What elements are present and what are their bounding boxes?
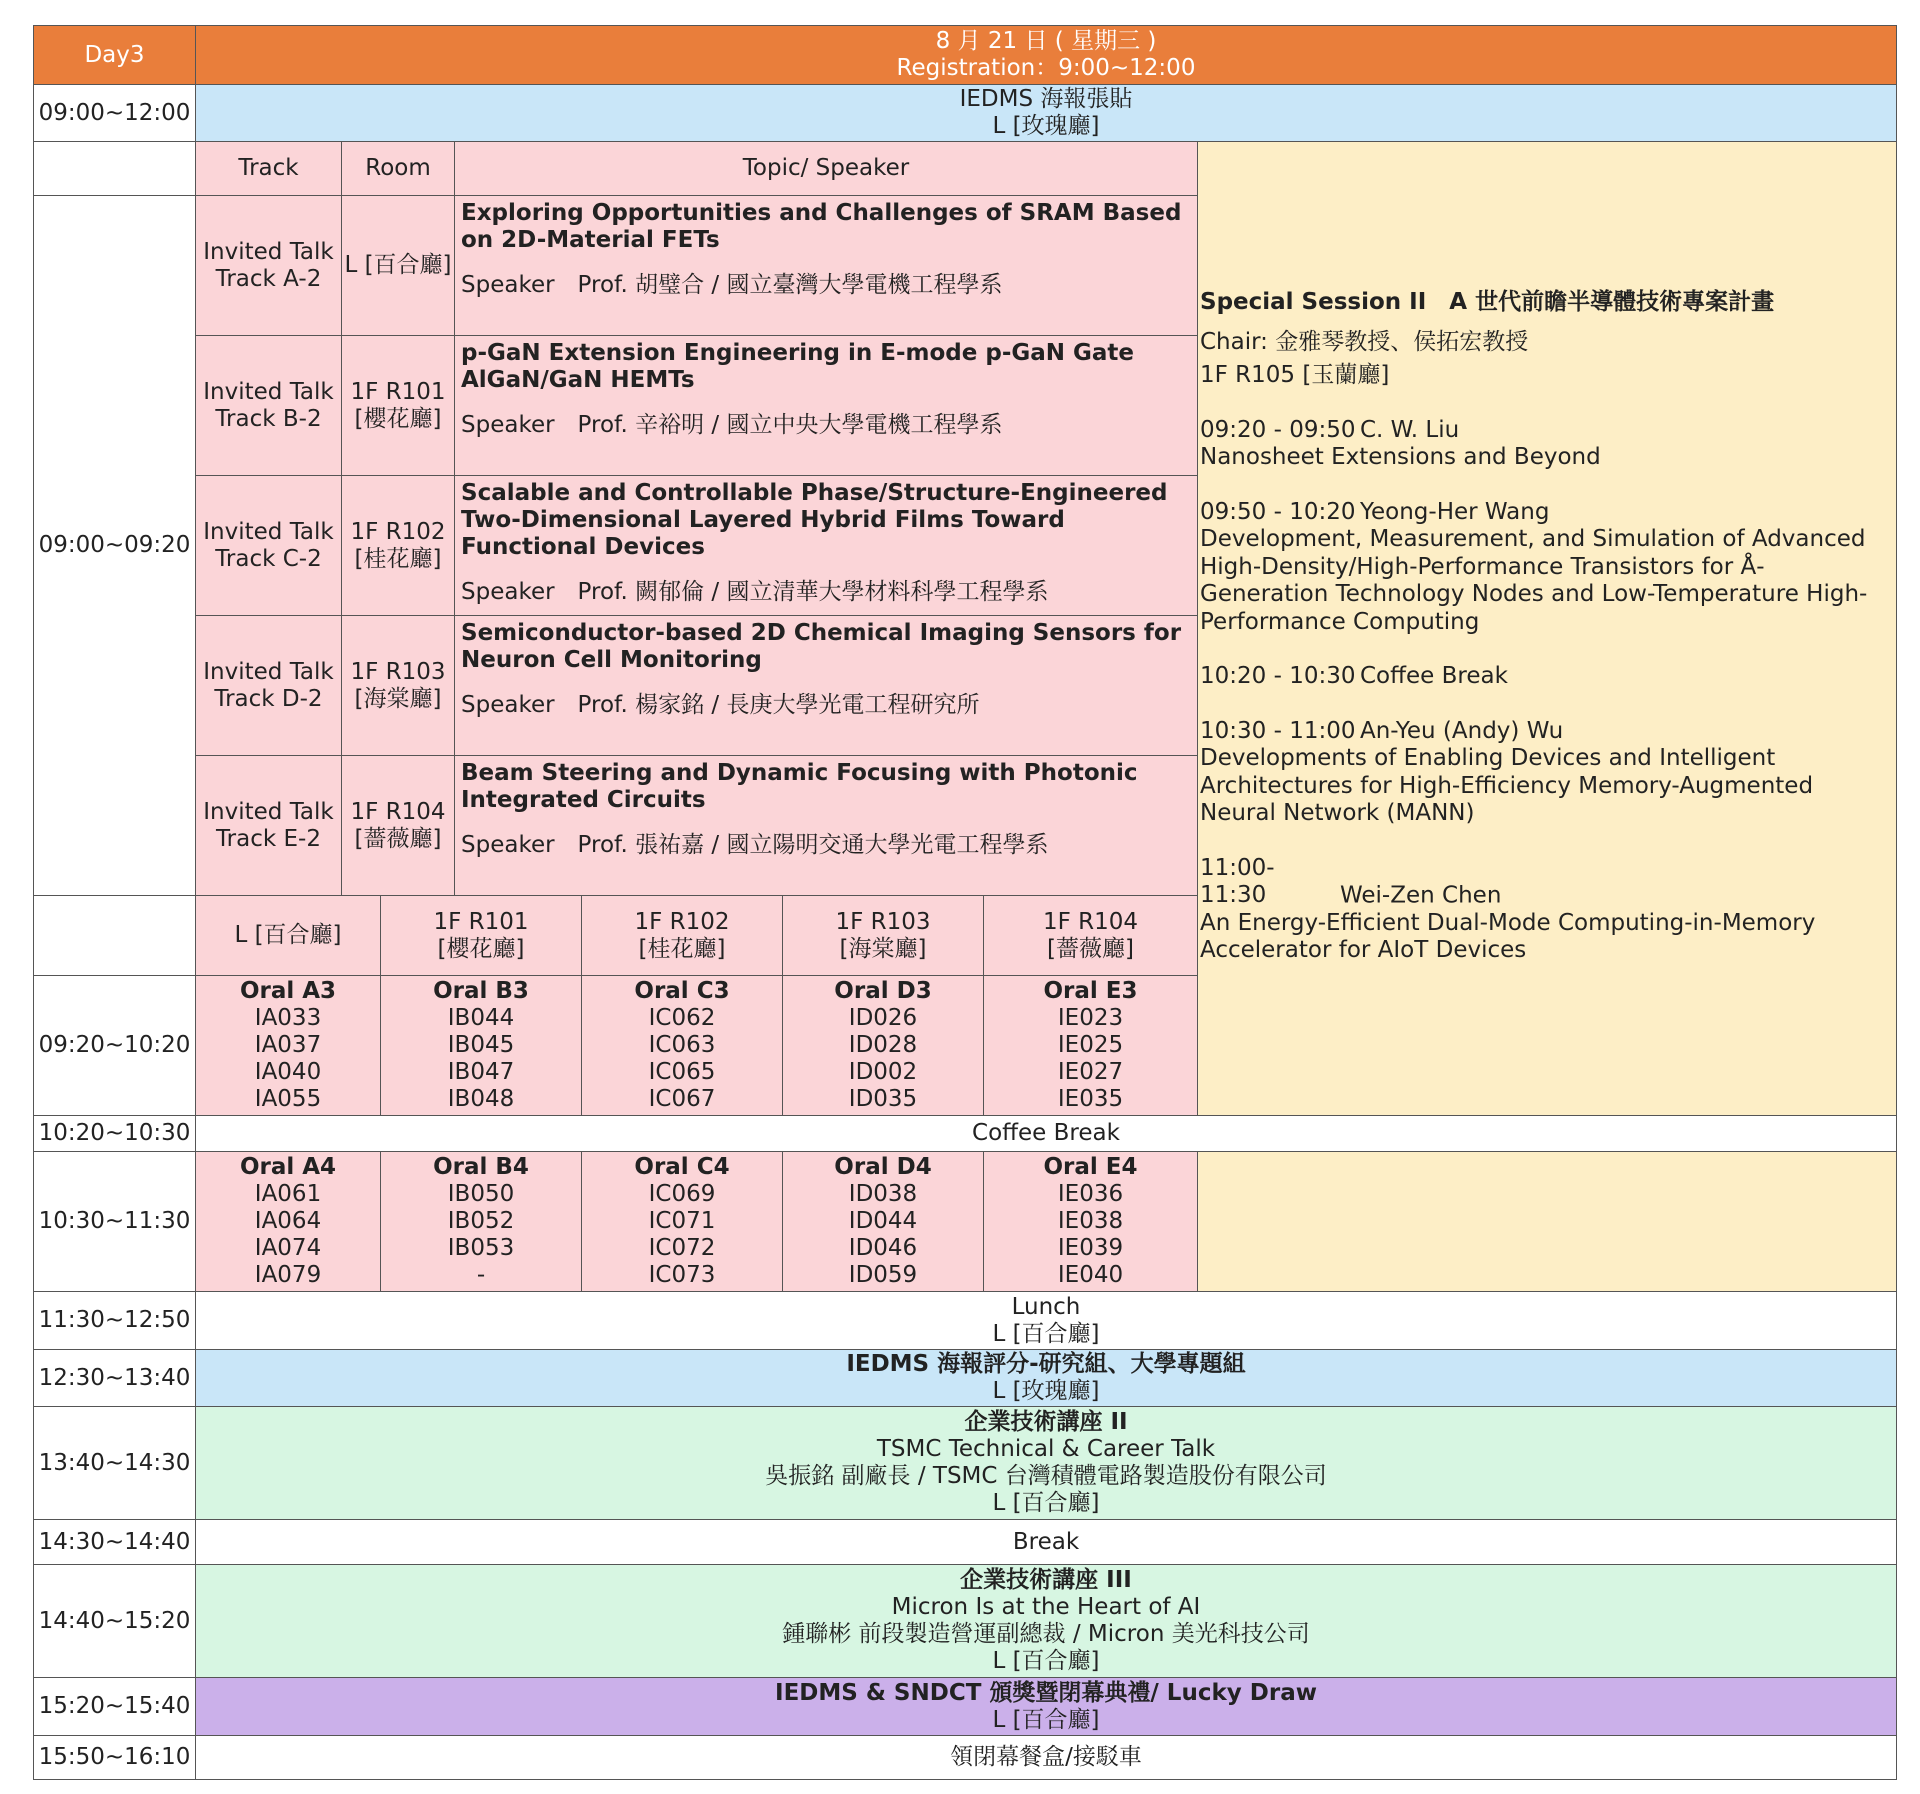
oral-room-line-2: [櫻花廳] [437, 935, 525, 962]
oral-session-b3 [380, 975, 582, 1116]
room-line-2: [桂花廳] [354, 545, 442, 572]
invited-track-b [195, 335, 342, 476]
time-coffee-break [33, 1115, 196, 1152]
empty-time-cell [33, 141, 196, 196]
time-poster-judging [33, 1349, 196, 1407]
oral-room-e [983, 895, 1198, 976]
invited-topic-c [454, 475, 1198, 616]
time-text: 10:30~11:30 [38, 1208, 191, 1234]
oral-session-name: Oral C4 [634, 1154, 730, 1180]
oral-session-a3 [195, 975, 381, 1116]
oral-session-c3 [581, 975, 783, 1116]
paper-id: IB044 [447, 1005, 515, 1031]
special-talk-speaker: Wei-Zen Chen [1340, 882, 1502, 908]
closing-ceremony [195, 1677, 1897, 1736]
oral-session-a4 [195, 1151, 381, 1292]
time-text: 11:30~12:50 [38, 1307, 191, 1333]
time-text: 14:30~14:40 [38, 1528, 191, 1555]
paper-id: IC073 [648, 1262, 716, 1288]
talk-title: Beam Steering and Dynamic Focusing with Photonic Integrated Circuits [461, 760, 1138, 813]
invited-topic-d [454, 615, 1198, 756]
time-industry-talk-3 [33, 1564, 196, 1678]
oral-room-line-2: [薔薇廳] [1047, 935, 1134, 962]
oral-session-name: Oral E4 [1043, 1154, 1138, 1180]
track-line-2: Track A-2 [215, 265, 322, 292]
room-line-1: 1F R101 [350, 378, 446, 405]
paper-id: ID002 [848, 1059, 918, 1085]
paper-id: IC067 [648, 1086, 716, 1112]
paper-id: IC069 [648, 1181, 716, 1207]
oral-room-line-1: L [百合廳] [234, 922, 342, 948]
room-line-2: [薔薇廳] [354, 825, 442, 852]
invited-track-a [195, 195, 342, 336]
oral-room-line-2: [桂花廳] [638, 935, 726, 962]
topic-header [454, 141, 1198, 196]
industry-talk-2 [195, 1406, 1897, 1520]
special-talk-title: An Energy-Efficient Dual-Mode Computing-in-Memory Accelerator for AIoT Devices [1200, 909, 1816, 963]
industry-talk-title: 企業技術講座 III [960, 1567, 1132, 1593]
room-line-2: [海棠廳] [354, 685, 442, 712]
oral-room-c [581, 895, 783, 976]
room-line-1: 1F R104 [350, 798, 446, 825]
paper-id: IA040 [254, 1059, 322, 1085]
time-text: 10:20~10:30 [38, 1120, 191, 1146]
oral-session-name: Oral D3 [834, 978, 932, 1004]
invited-room-e [341, 755, 455, 896]
special-talk-time: 10:20 - 10:30 [1200, 663, 1356, 689]
track-line-2: Track E-2 [216, 825, 321, 852]
oral-session-d4 [782, 1151, 984, 1292]
oral-room-line-1: 1F R101 [433, 908, 529, 935]
room-line-1: L [百合廳] [344, 252, 452, 278]
time-lunch [33, 1291, 196, 1350]
shuttle [195, 1735, 1897, 1780]
time-text: 12:30~13:40 [38, 1364, 191, 1391]
oral-session-name: Oral C3 [634, 978, 730, 1004]
oral-session-name: Oral B4 [433, 1154, 529, 1180]
invited-topic-a [454, 195, 1198, 336]
invited-topic-b [454, 335, 1198, 476]
paper-id: ID038 [848, 1181, 918, 1207]
room-header [341, 141, 455, 196]
empty-time-cell [33, 895, 196, 976]
closing-label: IEDMS & SNDCT 頒獎暨閉幕典禮/ Lucky Draw [775, 1679, 1317, 1706]
paper-id: IB047 [447, 1059, 515, 1085]
special-talk-5-head [1200, 855, 1501, 910]
special-talk-2-head [1200, 499, 1549, 527]
time-shuttle [33, 1735, 196, 1780]
time-oral-session-2 [33, 1151, 196, 1292]
time-text: 09:20~10:20 [38, 1032, 191, 1058]
oral-session-e3 [983, 975, 1198, 1116]
invited-room-c [341, 475, 455, 616]
talk-title: Exploring Opportunities and Challenges of SRAM Based on 2D-Material FETs [461, 200, 1182, 253]
time-closing [33, 1677, 196, 1736]
poster-judging-label: IEDMS 海報評分-研究組、大學專題組 [846, 1351, 1246, 1377]
track-line-1: Invited Talk [203, 238, 334, 265]
oral-session-name: Oral E3 [1043, 978, 1138, 1004]
track-line-1: Invited Talk [203, 658, 334, 685]
talk-title: Semiconductor-based 2D Chemical Imaging Sensors for Neuron Cell Monitoring [461, 620, 1182, 673]
paper-id: IE035 [1057, 1086, 1124, 1112]
time-text: 09:00~09:20 [38, 532, 191, 558]
time-break [33, 1519, 196, 1565]
special-session-chair: Chair: 金雅琴教授、侯拓宏教授 [1200, 328, 1529, 355]
topic-header-text: Topic/ Speaker [742, 155, 910, 181]
paper-id: IC065 [648, 1059, 716, 1085]
oral-session-c4 [581, 1151, 783, 1292]
invited-room-a [341, 195, 455, 336]
invited-room-b [341, 335, 455, 476]
paper-id: IA033 [254, 1005, 322, 1031]
time-oral-session-1 [33, 975, 196, 1116]
oral-session-e4 [983, 1151, 1198, 1292]
shuttle-label: 領閉幕餐盒/接駁車 [950, 1744, 1142, 1770]
special-talk-speaker: C. W. Liu [1360, 416, 1460, 443]
oral-room-line-2: [海棠廳] [839, 935, 927, 962]
paper-id: ID026 [848, 1005, 918, 1031]
paper-id: IE023 [1057, 1005, 1124, 1031]
paper-id: IA037 [254, 1032, 322, 1058]
oral-session-d3 [782, 975, 984, 1116]
paper-id: IA064 [254, 1208, 322, 1234]
special-talk-speaker: Yeong-Her Wang [1360, 498, 1550, 525]
break [195, 1519, 1897, 1565]
talk-speaker: Speaker Prof. 張祐嘉 / 國立陽明交通大學光電工程學系 [461, 832, 1049, 858]
paper-id: IE040 [1057, 1262, 1124, 1288]
special-session-room: 1F R105 [玉蘭廳] [1200, 362, 1390, 388]
coffee-break [195, 1115, 1897, 1152]
talk-speaker: Speaker Prof. 楊家銘 / 長庚大學光電工程研究所 [461, 692, 980, 718]
lunch-label: Lunch [1011, 1293, 1081, 1320]
special-talk-3-head [1200, 663, 1508, 691]
paper-id: IC072 [648, 1235, 716, 1261]
invited-track-d [195, 615, 342, 756]
special-talk-1-head [1200, 417, 1459, 445]
paper-id: ID059 [848, 1262, 918, 1288]
oral-room-b [380, 895, 582, 976]
day-text: Day3 [84, 41, 145, 68]
oral-session-b4 [380, 1151, 582, 1292]
track-header [195, 141, 342, 196]
special-session-title: Special Session II A 世代前瞻半導體技術專案計畫 [1200, 289, 1775, 315]
industry-talk-room: L [百合廳] [992, 1648, 1100, 1674]
poster-posting [195, 84, 1897, 142]
paper-id: IE038 [1057, 1208, 1124, 1234]
industry-talk-title: 企業技術講座 II [964, 1409, 1128, 1435]
paper-id: IA074 [254, 1235, 322, 1261]
track-line-1: Invited Talk [203, 518, 334, 545]
invited-track-c [195, 475, 342, 616]
oral-session-name: Oral A4 [239, 1154, 337, 1180]
industry-talk-subtitle: TSMC Technical & Career Talk [876, 1436, 1216, 1462]
oral-session-name: Oral A3 [239, 978, 337, 1004]
room-header-text: Room [365, 155, 431, 181]
paper-id: IE036 [1057, 1181, 1124, 1207]
talk-speaker: Speaker Prof. 胡璧合 / 國立臺灣大學電機工程學系 [461, 272, 1003, 298]
paper-id: IB050 [447, 1181, 515, 1207]
paper-id: IB045 [447, 1032, 515, 1058]
coffee-break-label: Coffee Break [972, 1120, 1120, 1146]
special-talk-speaker: Coffee Break [1360, 663, 1508, 689]
special-talk-title: Development, Measurement, and Simulation of Advanced High-Density/High-Performance Transistors for Å-Generation Technology Nodes and Low-Temperature High-Performance Computing [1200, 526, 1868, 635]
lunch-room: L [百合廳] [992, 1320, 1100, 1347]
paper-id: IE039 [1057, 1235, 1124, 1261]
track-line-2: Track D-2 [214, 685, 323, 712]
poster-posting-title: IEDMS 海報張貼 [959, 86, 1133, 112]
oral-session-name: Oral B3 [433, 978, 529, 1004]
track-line-1: Invited Talk [203, 378, 334, 405]
oral-room-d [782, 895, 984, 976]
time-industry-talk-2 [33, 1406, 196, 1520]
special-talk-4-head [1200, 718, 1563, 746]
day-label [33, 25, 196, 85]
special-talk-time: 09:50 - 10:20 [1200, 498, 1356, 525]
talk-title: Scalable and Controllable Phase/Structure-Engineered Two-Dimensional Layered Hybrid Films Toward Functional Devices [461, 480, 1168, 560]
industry-talk-speaker: 鍾聯彬 前段製造營運副總裁 / Micron 美光科技公司 [782, 1621, 1310, 1647]
registration-text: Registration：9:00~12:00 [896, 55, 1196, 81]
paper-id: IA061 [254, 1181, 322, 1207]
special-talk-time: 09:20 - 09:50 [1200, 416, 1356, 443]
room-line-1: 1F R102 [350, 518, 446, 545]
talk-speaker: Speaker Prof. 闕郁倫 / 國立清華大學材料科學工程學系 [461, 579, 1049, 605]
invited-topic-e [454, 755, 1198, 896]
paper-id: IC063 [648, 1032, 716, 1058]
special-talk-time: 10:30 - 11:00 [1200, 717, 1356, 744]
poster-judging-room: L [玫瑰廳] [992, 1378, 1100, 1404]
break-label: Break [1012, 1528, 1080, 1555]
talk-title: p-GaN Extension Engineering in E-mode p-GaN Gate AlGaN/GaN HEMTs [461, 340, 1135, 393]
lunch [195, 1291, 1897, 1350]
talk-speaker: Speaker Prof. 辛裕明 / 國立中央大學電機工程學系 [461, 412, 1003, 438]
track-line-2: Track B-2 [215, 405, 322, 432]
paper-id: - [476, 1262, 486, 1288]
paper-id: IB048 [447, 1086, 515, 1112]
paper-id: IB053 [447, 1235, 515, 1261]
track-line-1: Invited Talk [203, 798, 334, 825]
special-session-continued [1197, 1151, 1897, 1292]
time-text: 13:40~14:30 [38, 1449, 191, 1476]
special-talk-time: 11:00-11:30 [1200, 854, 1275, 908]
invited-track-e [195, 755, 342, 896]
time-text: 09:00~12:00 [38, 99, 191, 126]
paper-id: ID028 [848, 1032, 918, 1058]
paper-id: ID044 [848, 1208, 918, 1234]
special-talk-speaker: An-Yeu (Andy) Wu [1360, 717, 1564, 744]
date-header [195, 25, 1897, 85]
room-line-2: [櫻花廳] [354, 405, 442, 432]
time-text: 15:50~16:10 [38, 1744, 191, 1770]
special-talk-title: Nanosheet Extensions and Beyond [1200, 444, 1601, 470]
time-text: 15:20~15:40 [38, 1693, 191, 1719]
time-invited-talks [33, 195, 196, 896]
date-text: 8 月 21 日 ( 星期三 ) [935, 28, 1157, 54]
paper-id: ID035 [848, 1086, 918, 1112]
time-text: 14:40~15:20 [38, 1607, 191, 1634]
poster-judging [195, 1349, 1897, 1407]
paper-id: IB052 [447, 1208, 515, 1234]
industry-talk-subtitle: Micron Is at the Heart of AI [891, 1594, 1201, 1620]
oral-room-line-1: 1F R103 [835, 908, 931, 935]
track-line-2: Track C-2 [215, 545, 322, 572]
paper-id: ID046 [848, 1235, 918, 1261]
oral-room-line-1: 1F R104 [1042, 908, 1139, 935]
oral-room-a [195, 895, 381, 976]
industry-talk-speaker: 吳振銘 副廠長 / TSMC 台灣積體電路製造股份有限公司 [765, 1463, 1327, 1489]
paper-id: IA055 [254, 1086, 322, 1112]
time-poster-posting [33, 84, 196, 142]
invited-room-d [341, 615, 455, 756]
industry-talk-3 [195, 1564, 1897, 1678]
industry-talk-room: L [百合廳] [992, 1490, 1100, 1516]
special-session [1197, 141, 1897, 1117]
special-talk-title: Developments of Enabling Devices and Intelligent Architectures for High-Efficiency Memory-Augmented Neural Network (MANN) [1200, 745, 1814, 826]
paper-id: IC071 [648, 1208, 716, 1234]
poster-posting-room: L [玫瑰廳] [992, 113, 1100, 139]
oral-room-line-1: 1F R102 [634, 908, 730, 935]
closing-room: L [百合廳] [992, 1706, 1100, 1733]
paper-id: IA079 [254, 1262, 322, 1288]
track-header-text: Track [238, 155, 299, 181]
oral-session-name: Oral D4 [834, 1154, 932, 1180]
room-line-1: 1F R103 [350, 658, 446, 685]
paper-id: IE027 [1057, 1059, 1124, 1085]
paper-id: IE025 [1057, 1032, 1124, 1058]
paper-id: IC062 [648, 1005, 716, 1031]
